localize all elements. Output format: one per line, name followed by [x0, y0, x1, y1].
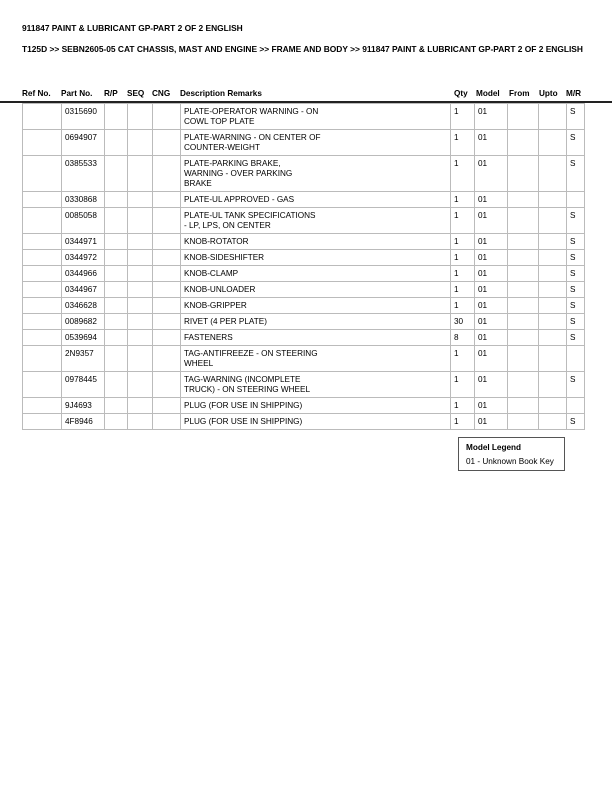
cell-upto	[539, 314, 567, 330]
cell-part-no: 0346628	[62, 298, 105, 314]
cell-from	[508, 130, 539, 156]
cell-rp	[105, 234, 128, 250]
cell-description: PLATE-PARKING BRAKE, WARNING - OVER PARKING BRAKE	[181, 156, 451, 192]
cell-upto	[539, 330, 567, 346]
cell-cng	[153, 282, 181, 298]
cell-description: PLUG (FOR USE IN SHIPPING)	[181, 414, 451, 430]
cell-model: 01	[475, 282, 508, 298]
cell-ref-no	[23, 156, 62, 192]
cell-model: 01	[475, 130, 508, 156]
cell-part-no: 0344971	[62, 234, 105, 250]
cell-qty: 30	[451, 314, 475, 330]
cell-ref-no	[23, 130, 62, 156]
cell-cng	[153, 130, 181, 156]
column-header: Upto	[539, 89, 558, 98]
cell-seq	[128, 346, 153, 372]
cell-model: 01	[475, 266, 508, 282]
cell-rp	[105, 104, 128, 130]
cell-part-no: 0315690	[62, 104, 105, 130]
cell-ref-no	[23, 398, 62, 414]
cell-upto	[539, 282, 567, 298]
cell-description: KNOB-ROTATOR	[181, 234, 451, 250]
cell-qty: 1	[451, 208, 475, 234]
cell-mr	[567, 346, 585, 372]
cell-model: 01	[475, 372, 508, 398]
cell-mr: S	[567, 266, 585, 282]
cell-from	[508, 208, 539, 234]
cell-part-no: 0330868	[62, 192, 105, 208]
cell-qty: 1	[451, 192, 475, 208]
cell-cng	[153, 250, 181, 266]
cell-seq	[128, 250, 153, 266]
cell-cng	[153, 398, 181, 414]
cell-rp	[105, 314, 128, 330]
cell-ref-no	[23, 414, 62, 430]
cell-mr	[567, 398, 585, 414]
cell-from	[508, 192, 539, 208]
cell-rp	[105, 250, 128, 266]
cell-seq	[128, 372, 153, 398]
cell-mr: S	[567, 156, 585, 192]
table-row	[23, 414, 585, 430]
cell-description: PLUG (FOR USE IN SHIPPING)	[181, 398, 451, 414]
cell-qty: 1	[451, 234, 475, 250]
cell-seq	[128, 208, 153, 234]
breadcrumb: T125D >> SEBN2605-05 CAT CHASSIS, MAST AND ENGINE >> FRAME AND BODY >> 911847 PAINT & LUBRICANT GP-PART 2 OF 2 ENGLISH	[22, 44, 583, 54]
cell-rp	[105, 298, 128, 314]
column-header: Part No.	[61, 89, 93, 98]
cell-cng	[153, 372, 181, 398]
cell-model: 01	[475, 414, 508, 430]
cell-description: TAG-ANTIFREEZE - ON STEERING WHEEL	[181, 346, 451, 372]
cell-model: 01	[475, 398, 508, 414]
cell-qty: 1	[451, 282, 475, 298]
cell-rp	[105, 156, 128, 192]
table-row	[23, 330, 585, 346]
cell-cng	[153, 208, 181, 234]
cell-seq	[128, 314, 153, 330]
table-row	[23, 372, 585, 398]
cell-part-no: 0694907	[62, 130, 105, 156]
column-header: Model	[476, 89, 500, 98]
column-header: M/R	[566, 89, 582, 98]
cell-from	[508, 298, 539, 314]
cell-ref-no	[23, 266, 62, 282]
cell-rp	[105, 266, 128, 282]
table-row	[23, 398, 585, 414]
table-row	[23, 314, 585, 330]
cell-seq	[128, 266, 153, 282]
cell-qty: 1	[451, 156, 475, 192]
table-area	[22, 103, 584, 471]
cell-seq	[128, 192, 153, 208]
cell-ref-no	[23, 192, 62, 208]
cell-part-no: 4F8946	[62, 414, 105, 430]
cell-model: 01	[475, 156, 508, 192]
column-header: R/P	[104, 89, 118, 98]
cell-mr: S	[567, 298, 585, 314]
cell-upto	[539, 234, 567, 250]
cell-ref-no	[23, 314, 62, 330]
cell-part-no: 0085058	[62, 208, 105, 234]
cell-from	[508, 156, 539, 192]
cell-seq	[128, 414, 153, 430]
cell-model: 01	[475, 208, 508, 234]
cell-description: PLATE-WARNING - ON CENTER OF COUNTER-WEIGHT	[181, 130, 451, 156]
cell-model: 01	[475, 346, 508, 372]
table-row	[23, 208, 585, 234]
cell-upto	[539, 414, 567, 430]
cell-part-no: 0344972	[62, 250, 105, 266]
cell-rp	[105, 208, 128, 234]
cell-upto	[539, 372, 567, 398]
table-row	[23, 156, 585, 192]
cell-seq	[128, 282, 153, 298]
cell-description: PLATE-OPERATOR WARNING - ON COWL TOP PLATE	[181, 104, 451, 130]
cell-from	[508, 250, 539, 266]
cell-ref-no	[23, 282, 62, 298]
cell-from	[508, 346, 539, 372]
cell-cng	[153, 314, 181, 330]
cell-qty: 1	[451, 298, 475, 314]
cell-description: TAG-WARNING (INCOMPLETE TRUCK) - ON STEERING WHEEL	[181, 372, 451, 398]
cell-part-no: 0344967	[62, 282, 105, 298]
cell-qty: 8	[451, 330, 475, 346]
cell-mr: S	[567, 250, 585, 266]
cell-from	[508, 372, 539, 398]
cell-mr: S	[567, 330, 585, 346]
cell-mr: S	[567, 372, 585, 398]
cell-seq	[128, 156, 153, 192]
table-row	[23, 130, 585, 156]
cell-upto	[539, 192, 567, 208]
cell-seq	[128, 398, 153, 414]
cell-upto	[539, 266, 567, 282]
cell-upto	[539, 250, 567, 266]
cell-part-no: 0089682	[62, 314, 105, 330]
cell-ref-no	[23, 250, 62, 266]
cell-upto	[539, 104, 567, 130]
cell-rp	[105, 346, 128, 372]
cell-rp	[105, 130, 128, 156]
cell-cng	[153, 330, 181, 346]
legend-title: Model Legend	[466, 443, 522, 452]
cell-mr: S	[567, 282, 585, 298]
cell-rp	[105, 282, 128, 298]
cell-cng	[153, 156, 181, 192]
cell-model: 01	[475, 314, 508, 330]
cell-qty: 1	[451, 414, 475, 430]
page-title: 911847 PAINT & LUBRICANT GP-PART 2 OF 2 ENGLISH	[22, 23, 243, 33]
legend-item: 01 - Unknown Book Key	[466, 457, 554, 466]
cell-mr: S	[567, 414, 585, 430]
cell-seq	[128, 330, 153, 346]
cell-mr: S	[567, 314, 585, 330]
cell-model: 01	[475, 104, 508, 130]
table-row	[23, 298, 585, 314]
cell-description: PLATE-UL TANK SPECIFICATIONS - LP, LPS, ON CENTER	[181, 208, 451, 234]
cell-part-no: 0978445	[62, 372, 105, 398]
cell-ref-no	[23, 330, 62, 346]
cell-from	[508, 414, 539, 430]
cell-seq	[128, 234, 153, 250]
cell-qty: 1	[451, 398, 475, 414]
cell-description: PLATE-UL APPROVED - GAS	[181, 192, 451, 208]
cell-cng	[153, 234, 181, 250]
cell-cng	[153, 104, 181, 130]
cell-description: KNOB-SIDESHIFTER	[181, 250, 451, 266]
cell-qty: 1	[451, 266, 475, 282]
table-row	[23, 282, 585, 298]
cell-from	[508, 314, 539, 330]
cell-upto	[539, 156, 567, 192]
cell-mr: S	[567, 208, 585, 234]
cell-seq	[128, 104, 153, 130]
cell-rp	[105, 398, 128, 414]
cell-upto	[539, 130, 567, 156]
parts-table	[22, 103, 585, 430]
cell-ref-no	[23, 104, 62, 130]
cell-ref-no	[23, 372, 62, 398]
table-row	[23, 192, 585, 208]
cell-cng	[153, 298, 181, 314]
table-row	[23, 266, 585, 282]
cell-rp	[105, 330, 128, 346]
cell-ref-no	[23, 234, 62, 250]
cell-from	[508, 282, 539, 298]
cell-upto	[539, 346, 567, 372]
cell-qty: 1	[451, 250, 475, 266]
cell-model: 01	[475, 330, 508, 346]
cell-cng	[153, 266, 181, 282]
cell-upto	[539, 398, 567, 414]
cell-seq	[128, 130, 153, 156]
cell-model: 01	[475, 192, 508, 208]
column-header: Description Remarks	[180, 89, 262, 98]
column-header: Qty	[454, 89, 468, 98]
cell-cng	[153, 414, 181, 430]
cell-ref-no	[23, 208, 62, 234]
cell-qty: 1	[451, 346, 475, 372]
cell-part-no: 2N9357	[62, 346, 105, 372]
cell-description: KNOB-GRIPPER	[181, 298, 451, 314]
cell-from	[508, 330, 539, 346]
column-header: Ref No.	[22, 89, 51, 98]
table-row	[23, 104, 585, 130]
cell-description: KNOB-UNLOADER	[181, 282, 451, 298]
cell-part-no: 0539694	[62, 330, 105, 346]
cell-model: 01	[475, 298, 508, 314]
column-header: CNG	[152, 89, 171, 98]
cell-cng	[153, 192, 181, 208]
cell-ref-no	[23, 346, 62, 372]
cell-cng	[153, 346, 181, 372]
cell-qty: 1	[451, 104, 475, 130]
cell-upto	[539, 298, 567, 314]
column-header: From	[509, 89, 530, 98]
cell-rp	[105, 192, 128, 208]
cell-mr: S	[567, 104, 585, 130]
cell-part-no: 0344966	[62, 266, 105, 282]
table-row	[23, 234, 585, 250]
cell-from	[508, 398, 539, 414]
cell-mr	[567, 192, 585, 208]
cell-rp	[105, 414, 128, 430]
cell-part-no: 9J4693	[62, 398, 105, 414]
cell-mr: S	[567, 234, 585, 250]
cell-rp	[105, 372, 128, 398]
cell-qty: 1	[451, 130, 475, 156]
cell-part-no: 0385533	[62, 156, 105, 192]
cell-qty: 1	[451, 372, 475, 398]
cell-from	[508, 104, 539, 130]
column-header: SEQ	[127, 89, 145, 98]
table-row	[23, 250, 585, 266]
cell-ref-no	[23, 298, 62, 314]
cell-seq	[128, 298, 153, 314]
cell-upto	[539, 208, 567, 234]
table-row	[23, 346, 585, 372]
cell-description: RIVET (4 PER PLATE)	[181, 314, 451, 330]
cell-model: 01	[475, 234, 508, 250]
cell-from	[508, 234, 539, 250]
cell-model: 01	[475, 250, 508, 266]
cell-from	[508, 266, 539, 282]
model-legend	[458, 437, 565, 471]
cell-description: KNOB-CLAMP	[181, 266, 451, 282]
cell-mr: S	[567, 130, 585, 156]
cell-description: FASTENERS	[181, 330, 451, 346]
